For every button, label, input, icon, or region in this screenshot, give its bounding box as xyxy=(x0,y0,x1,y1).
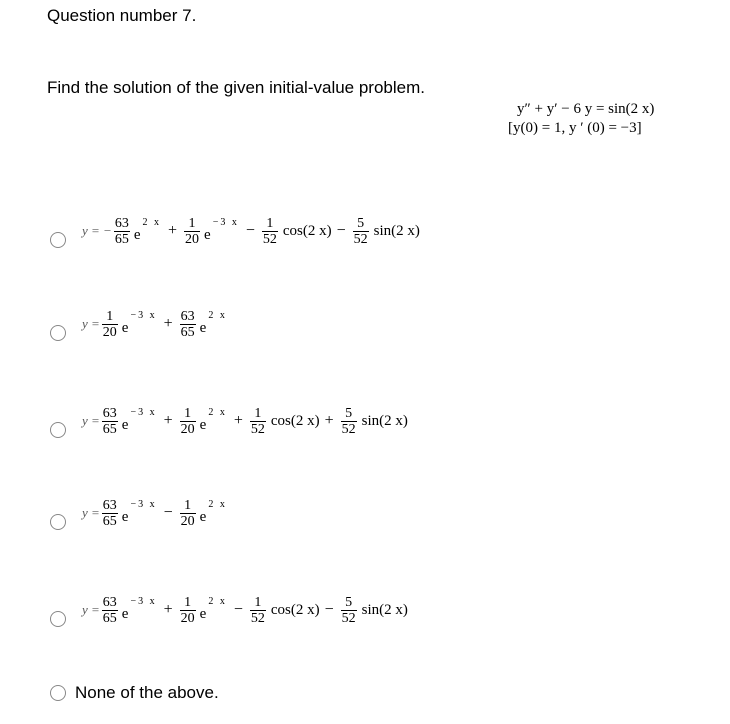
exponential-base: e xyxy=(121,605,129,622)
exponential-term xyxy=(121,595,157,623)
exponent: −3 x xyxy=(130,595,157,607)
radio-button[interactable] xyxy=(50,422,66,438)
fraction-numerator: 1 xyxy=(254,405,262,421)
fraction xyxy=(341,595,357,626)
exponential-term xyxy=(121,309,157,337)
fraction-denominator: 20 xyxy=(180,421,195,437)
fraction-numerator: 1 xyxy=(184,405,192,421)
fraction xyxy=(102,309,118,340)
trig-function: sin(2 x) xyxy=(361,412,408,429)
fraction xyxy=(102,406,118,437)
exponential-term xyxy=(199,498,227,526)
fraction-numerator: 63 xyxy=(114,215,129,231)
exponential-term xyxy=(199,406,227,434)
fraction-denominator: 52 xyxy=(262,231,277,247)
exponential-base: e xyxy=(133,226,141,243)
fraction-denominator: 65 xyxy=(180,324,195,340)
exponential-base: e xyxy=(199,416,207,433)
trig-function: cos(2 x) xyxy=(270,601,320,618)
expression-lhs: y = − xyxy=(82,223,112,238)
fraction-numerator: 5 xyxy=(345,594,353,610)
exponent: 2 x xyxy=(208,595,227,607)
fraction xyxy=(250,595,266,626)
fraction-numerator: 1 xyxy=(266,215,274,231)
answer-option-none[interactable] xyxy=(50,683,219,703)
fraction xyxy=(180,406,196,437)
fraction-numerator: 1 xyxy=(184,594,192,610)
answer-option-label: None of the above. xyxy=(75,683,219,702)
operator: − xyxy=(336,222,346,239)
operator: + xyxy=(163,315,173,332)
exponential-term xyxy=(199,595,227,623)
fraction-numerator: 5 xyxy=(357,215,365,231)
exponent: 2 x xyxy=(208,406,227,418)
operator: − xyxy=(324,601,334,618)
fraction-denominator: 65 xyxy=(102,610,117,626)
exponential-term xyxy=(121,498,157,526)
solution-expression xyxy=(82,498,229,529)
fraction xyxy=(114,216,130,247)
trig-function: cos(2 x) xyxy=(282,222,332,239)
operator: + xyxy=(163,412,173,429)
radio-button[interactable] xyxy=(50,685,66,701)
trig-function: sin(2 x) xyxy=(373,222,420,239)
exponent: −3 x xyxy=(130,406,157,418)
fraction-numerator: 1 xyxy=(184,497,192,513)
fraction-denominator: 52 xyxy=(341,610,356,626)
question-number: Question number 7. xyxy=(47,6,197,25)
radio-button[interactable] xyxy=(50,611,66,627)
exponential-base: e xyxy=(199,319,207,336)
expression-lhs: y = xyxy=(82,413,100,428)
operator: − xyxy=(245,222,255,239)
solution-expression xyxy=(82,309,229,340)
fraction-denominator: 20 xyxy=(180,610,195,626)
fraction-denominator: 20 xyxy=(180,513,195,529)
exponent: −3 x xyxy=(130,309,157,321)
fraction-denominator: 52 xyxy=(250,421,265,437)
trig-function: cos(2 x) xyxy=(270,412,320,429)
fraction-denominator: 65 xyxy=(102,513,117,529)
fraction xyxy=(250,406,266,437)
fraction-numerator: 5 xyxy=(345,405,353,421)
fraction-numerator: 1 xyxy=(188,215,196,231)
exponential-term xyxy=(133,216,161,244)
fraction xyxy=(180,595,196,626)
problem-statement xyxy=(508,100,654,138)
fraction xyxy=(102,595,118,626)
operator: + xyxy=(168,222,178,239)
operator: − xyxy=(233,601,243,618)
operator: + xyxy=(324,412,334,429)
expression-lhs: y = xyxy=(82,316,100,331)
trig-function: sin(2 x) xyxy=(361,601,408,618)
fraction-denominator: 52 xyxy=(341,421,356,437)
fraction-denominator: 52 xyxy=(250,610,265,626)
question-prompt: Find the solution of the given initial-value problem. xyxy=(47,78,425,97)
radio-button[interactable] xyxy=(50,325,66,341)
exponential-base: e xyxy=(204,226,211,243)
exponential-base: e xyxy=(121,319,129,336)
fraction xyxy=(102,498,118,529)
exponent: 2 x xyxy=(142,216,161,228)
fraction xyxy=(184,216,200,247)
initial-conditions: [y(0) = 1, y ′ (0) = −3] xyxy=(508,120,642,136)
exponential-base: e xyxy=(199,605,207,622)
fraction-denominator: 65 xyxy=(102,421,117,437)
answer-option-5[interactable] xyxy=(50,587,408,633)
fraction xyxy=(341,406,357,437)
radio-button[interactable] xyxy=(50,514,66,530)
operator: − xyxy=(163,504,173,521)
fraction-denominator: 52 xyxy=(353,231,368,247)
solution-expression xyxy=(82,406,408,437)
fraction-denominator: 20 xyxy=(102,324,117,340)
operator: + xyxy=(163,601,173,618)
fraction-denominator: 20 xyxy=(185,231,200,247)
fraction-numerator: 1 xyxy=(106,308,114,324)
fraction-numerator: 63 xyxy=(180,308,195,324)
radio-button[interactable] xyxy=(50,232,66,248)
exponent: −3 x xyxy=(212,216,239,228)
expression-lhs: y = xyxy=(82,505,100,520)
answer-option-4[interactable] xyxy=(50,490,229,536)
differential-equation: y″ + y′ − 6 y = sin(2 x) xyxy=(517,101,655,117)
expression-lhs: y = xyxy=(82,602,100,617)
exponential-term xyxy=(199,309,227,337)
answer-option-2[interactable] xyxy=(50,301,229,347)
fraction-denominator: 65 xyxy=(114,231,129,247)
solution-expression xyxy=(82,595,408,626)
fraction-numerator: 1 xyxy=(254,594,262,610)
exponential-base: e xyxy=(121,416,129,433)
fraction xyxy=(180,309,196,340)
answer-option-3[interactable] xyxy=(50,398,408,444)
fraction xyxy=(353,216,369,247)
exponential-term xyxy=(204,216,239,244)
exponential-base: e xyxy=(199,508,207,525)
exponent: −3 x xyxy=(130,498,157,510)
fraction-numerator: 63 xyxy=(102,497,117,513)
fraction-numerator: 63 xyxy=(102,405,117,421)
fraction-numerator: 63 xyxy=(102,594,117,610)
exponent: 2 x xyxy=(208,309,227,321)
exponent: 2 x xyxy=(208,498,227,510)
fraction xyxy=(262,216,278,247)
answer-option-1[interactable] xyxy=(50,208,420,254)
operator: + xyxy=(233,412,243,429)
exponential-term xyxy=(121,406,157,434)
solution-expression xyxy=(82,216,420,247)
exponential-base: e xyxy=(121,508,129,525)
fraction xyxy=(180,498,196,529)
